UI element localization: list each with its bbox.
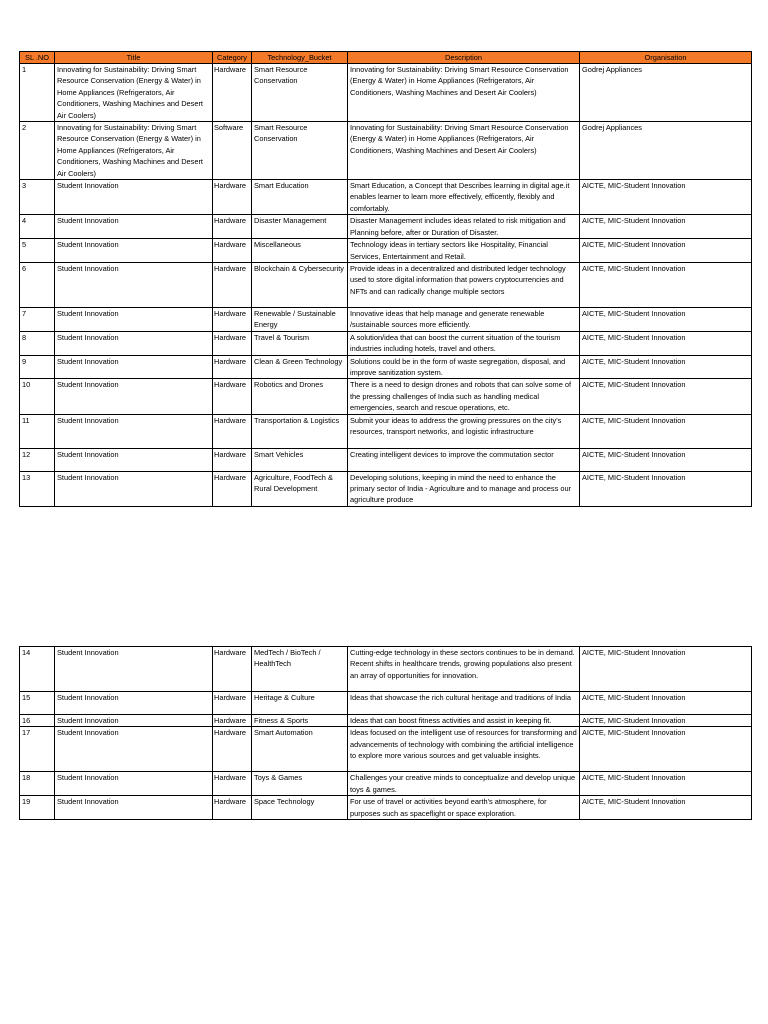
header-row bbox=[20, 52, 752, 64]
cell-sl-no: 13 bbox=[20, 471, 55, 506]
cell-category: Hardware bbox=[213, 414, 252, 448]
cell-description: Ideas that can boost fitness activities and assist in keeping fit. bbox=[348, 715, 580, 727]
cell-sl-no: 3 bbox=[20, 180, 55, 215]
cell-organisation: AICTE, MIC-Student Innovation bbox=[580, 715, 752, 727]
cell-sl-no: 6 bbox=[20, 262, 55, 307]
cell-category: Hardware bbox=[213, 215, 252, 239]
cell-sl-no: 14 bbox=[20, 647, 55, 692]
cell-category: Software bbox=[213, 122, 252, 180]
cell-sl-no: 9 bbox=[20, 355, 55, 379]
table-row bbox=[20, 647, 752, 692]
cell-technology-bucket: Space Technology bbox=[252, 796, 348, 820]
cell-category: Hardware bbox=[213, 471, 252, 506]
table-row bbox=[20, 471, 752, 506]
cell-organisation: Godrej Appliances bbox=[580, 64, 752, 122]
header-title: Title bbox=[55, 52, 213, 64]
cell-organisation: AICTE, MIC-Student Innovation bbox=[580, 307, 752, 331]
cell-description: Ideas that showcase the rich cultural heritage and traditions of India bbox=[348, 692, 580, 715]
table-row bbox=[20, 180, 752, 215]
cell-technology-bucket: Transportation & Logistics bbox=[252, 414, 348, 448]
header-technology-bucket: Technology_Bucket bbox=[252, 52, 348, 64]
cell-technology-bucket: Disaster Management bbox=[252, 215, 348, 239]
cell-sl-no: 11 bbox=[20, 414, 55, 448]
cell-organisation: AICTE, MIC-Student Innovation bbox=[580, 355, 752, 379]
cell-title: Student Innovation bbox=[55, 448, 213, 471]
cell-technology-bucket: Toys & Games bbox=[252, 772, 348, 796]
table-row bbox=[20, 122, 752, 180]
cell-title: Student Innovation bbox=[55, 379, 213, 414]
cell-sl-no: 8 bbox=[20, 331, 55, 355]
cell-organisation: AICTE, MIC-Student Innovation bbox=[580, 331, 752, 355]
cell-description: Innovative ideas that help manage and generate renewable /sustainable sources more efficiently. bbox=[348, 307, 580, 331]
cell-technology-bucket: Smart Education bbox=[252, 180, 348, 215]
cell-technology-bucket: Heritage & Culture bbox=[252, 692, 348, 715]
cell-sl-no: 10 bbox=[20, 379, 55, 414]
cell-organisation: Godrej Appliances bbox=[580, 122, 752, 180]
table-row bbox=[20, 772, 752, 796]
cell-description: For use of travel or activities beyond earth's atmosphere, for purposes such as spaceflight or space exploration. bbox=[348, 796, 580, 820]
cell-sl-no: 19 bbox=[20, 796, 55, 820]
cell-description: Developing solutions, keeping in mind the need to enhance the primary sector of India - Agriculture and to manage and process our agriculture produce bbox=[348, 471, 580, 506]
cell-organisation: AICTE, MIC-Student Innovation bbox=[580, 647, 752, 692]
cell-title: Student Innovation bbox=[55, 796, 213, 820]
cell-title: Student Innovation bbox=[55, 647, 213, 692]
cell-description: There is a need to design drones and robots that can solve some of the pressing challenges of India such as handling medical emergencies, search and rescue operations, etc. bbox=[348, 379, 580, 414]
cell-description: A solution/idea that can boost the current situation of the tourism industries including hotels, travel and others. bbox=[348, 331, 580, 355]
cell-technology-bucket: Renewable / Sustainable Energy bbox=[252, 307, 348, 331]
table-row bbox=[20, 64, 752, 122]
problem-statements-table bbox=[19, 51, 752, 507]
cell-sl-no: 12 bbox=[20, 448, 55, 471]
cell-sl-no: 18 bbox=[20, 772, 55, 796]
problem-statements-table-continued bbox=[19, 646, 752, 820]
cell-category: Hardware bbox=[213, 239, 252, 263]
cell-description: Technology ideas in tertiary sectors like Hospitality, Financial Services, Entertainment and Retail. bbox=[348, 239, 580, 263]
cell-description: Provide ideas in a decentralized and distributed ledger technology used to store digital information that powers cryptocurrencies and NFTs and can radically change multiple sectors bbox=[348, 262, 580, 307]
cell-title: Student Innovation bbox=[55, 180, 213, 215]
cell-organisation: AICTE, MIC-Student Innovation bbox=[580, 772, 752, 796]
header-sl-no: SL .NO bbox=[20, 52, 55, 64]
cell-sl-no: 7 bbox=[20, 307, 55, 331]
cell-title: Student Innovation bbox=[55, 715, 213, 727]
cell-technology-bucket: Smart Automation bbox=[252, 727, 348, 772]
cell-description: Innovating for Sustainability: Driving Smart Resource Conservation (Energy & Water) in Home Appliances (Refrigerators, Air Conditioners, Washing Machines and Desert Air Coolers) bbox=[348, 64, 580, 122]
header-description: Description bbox=[348, 52, 580, 64]
table-row bbox=[20, 448, 752, 471]
table-row bbox=[20, 239, 752, 263]
cell-category: Hardware bbox=[213, 180, 252, 215]
cell-sl-no: 17 bbox=[20, 727, 55, 772]
cell-title: Student Innovation bbox=[55, 355, 213, 379]
cell-category: Hardware bbox=[213, 355, 252, 379]
table-row bbox=[20, 715, 752, 727]
cell-organisation: AICTE, MIC-Student Innovation bbox=[580, 414, 752, 448]
cell-description: Cutting-edge technology in these sectors continues to be in demand. Recent shifts in healthcare trends, growing populations also present an array of opportunities for innovation. bbox=[348, 647, 580, 692]
cell-technology-bucket: MedTech / BioTech / HealthTech bbox=[252, 647, 348, 692]
cell-category: Hardware bbox=[213, 692, 252, 715]
cell-title: Student Innovation bbox=[55, 727, 213, 772]
cell-organisation: AICTE, MIC-Student Innovation bbox=[580, 215, 752, 239]
cell-technology-bucket: Smart Vehicles bbox=[252, 448, 348, 471]
cell-technology-bucket: Smart Resource Conservation bbox=[252, 64, 348, 122]
cell-technology-bucket: Agriculture, FoodTech & Rural Development bbox=[252, 471, 348, 506]
table-row bbox=[20, 414, 752, 448]
cell-sl-no: 2 bbox=[20, 122, 55, 180]
cell-sl-no: 1 bbox=[20, 64, 55, 122]
cell-category: Hardware bbox=[213, 772, 252, 796]
cell-sl-no: 4 bbox=[20, 215, 55, 239]
cell-technology-bucket: Fitness & Sports bbox=[252, 715, 348, 727]
cell-title: Student Innovation bbox=[55, 772, 213, 796]
cell-technology-bucket: Miscellaneous bbox=[252, 239, 348, 263]
cell-sl-no: 16 bbox=[20, 715, 55, 727]
cell-category: Hardware bbox=[213, 379, 252, 414]
table-row bbox=[20, 355, 752, 379]
table-row bbox=[20, 379, 752, 414]
cell-organisation: AICTE, MIC-Student Innovation bbox=[580, 180, 752, 215]
table-row bbox=[20, 692, 752, 715]
cell-title: Innovating for Sustainability: Driving Smart Resource Conservation (Energy & Water) in Home Appliances (Refrigerators, Air Conditioners, Washing Machines and Desert Air Coolers) bbox=[55, 122, 213, 180]
cell-organisation: AICTE, MIC-Student Innovation bbox=[580, 239, 752, 263]
cell-title: Student Innovation bbox=[55, 262, 213, 307]
cell-category: Hardware bbox=[213, 715, 252, 727]
cell-organisation: AICTE, MIC-Student Innovation bbox=[580, 692, 752, 715]
cell-category: Hardware bbox=[213, 796, 252, 820]
cell-organisation: AICTE, MIC-Student Innovation bbox=[580, 448, 752, 471]
header-category: Category bbox=[213, 52, 252, 64]
cell-category: Hardware bbox=[213, 64, 252, 122]
cell-title: Student Innovation bbox=[55, 239, 213, 263]
cell-organisation: AICTE, MIC-Student Innovation bbox=[580, 379, 752, 414]
cell-technology-bucket: Clean & Green Technology bbox=[252, 355, 348, 379]
cell-sl-no: 5 bbox=[20, 239, 55, 263]
cell-description: Solutions could be in the form of waste segregation, disposal, and improve sanitization system. bbox=[348, 355, 580, 379]
cell-category: Hardware bbox=[213, 727, 252, 772]
cell-title: Student Innovation bbox=[55, 307, 213, 331]
cell-category: Hardware bbox=[213, 262, 252, 307]
table-row bbox=[20, 796, 752, 820]
cell-organisation: AICTE, MIC-Student Innovation bbox=[580, 727, 752, 772]
cell-description: Smart Education, a Concept that Describes learning in digital age.it enables learner to learn more effectively, efficently, flexibly and comfortably. bbox=[348, 180, 580, 215]
cell-category: Hardware bbox=[213, 647, 252, 692]
cell-title: Student Innovation bbox=[55, 215, 213, 239]
table-row bbox=[20, 331, 752, 355]
cell-title: Innovating for Sustainability: Driving Smart Resource Conservation (Energy & Water) in Home Appliances (Refrigerators, Air Conditioners, Washing Machines and Desert Air Coolers) bbox=[55, 64, 213, 122]
cell-technology-bucket: Smart Resource Conservation bbox=[252, 122, 348, 180]
table-row bbox=[20, 727, 752, 772]
cell-description: Ideas focused on the intelligent use of resources for transforming and advancements of technology with combining the artificial intelligence to explore more various sources and get valuable insights. bbox=[348, 727, 580, 772]
cell-category: Hardware bbox=[213, 307, 252, 331]
cell-title: Student Innovation bbox=[55, 414, 213, 448]
cell-technology-bucket: Travel & Tourism bbox=[252, 331, 348, 355]
cell-description: Submit your ideas to address the growing pressures on the city's resources, transport networks, and logistic infrastructure bbox=[348, 414, 580, 448]
cell-technology-bucket: Robotics and Drones bbox=[252, 379, 348, 414]
table-row bbox=[20, 307, 752, 331]
cell-sl-no: 15 bbox=[20, 692, 55, 715]
cell-organisation: AICTE, MIC-Student Innovation bbox=[580, 262, 752, 307]
cell-category: Hardware bbox=[213, 331, 252, 355]
cell-organisation: AICTE, MIC-Student Innovation bbox=[580, 796, 752, 820]
header-organisation: Organisation bbox=[580, 52, 752, 64]
cell-title: Student Innovation bbox=[55, 331, 213, 355]
cell-technology-bucket: Blockchain & Cybersecurity bbox=[252, 262, 348, 307]
table-row bbox=[20, 215, 752, 239]
cell-category: Hardware bbox=[213, 448, 252, 471]
cell-description: Creating intelligent devices to improve the commutation sector bbox=[348, 448, 580, 471]
table-row bbox=[20, 262, 752, 307]
cell-description: Innovating for Sustainability: Driving Smart Resource Conservation (Energy & Water) in Home Appliances (Refrigerators, Air Conditioners, Washing Machines and Desert Air Coolers) bbox=[348, 122, 580, 180]
cell-title: Student Innovation bbox=[55, 471, 213, 506]
cell-organisation: AICTE, MIC-Student Innovation bbox=[580, 471, 752, 506]
cell-description: Challenges your creative minds to conceptualize and develop unique toys & games. bbox=[348, 772, 580, 796]
cell-title: Student Innovation bbox=[55, 692, 213, 715]
cell-description: Disaster Management includes ideas related to risk mitigation and Planning before, after or Duration of Disaster. bbox=[348, 215, 580, 239]
